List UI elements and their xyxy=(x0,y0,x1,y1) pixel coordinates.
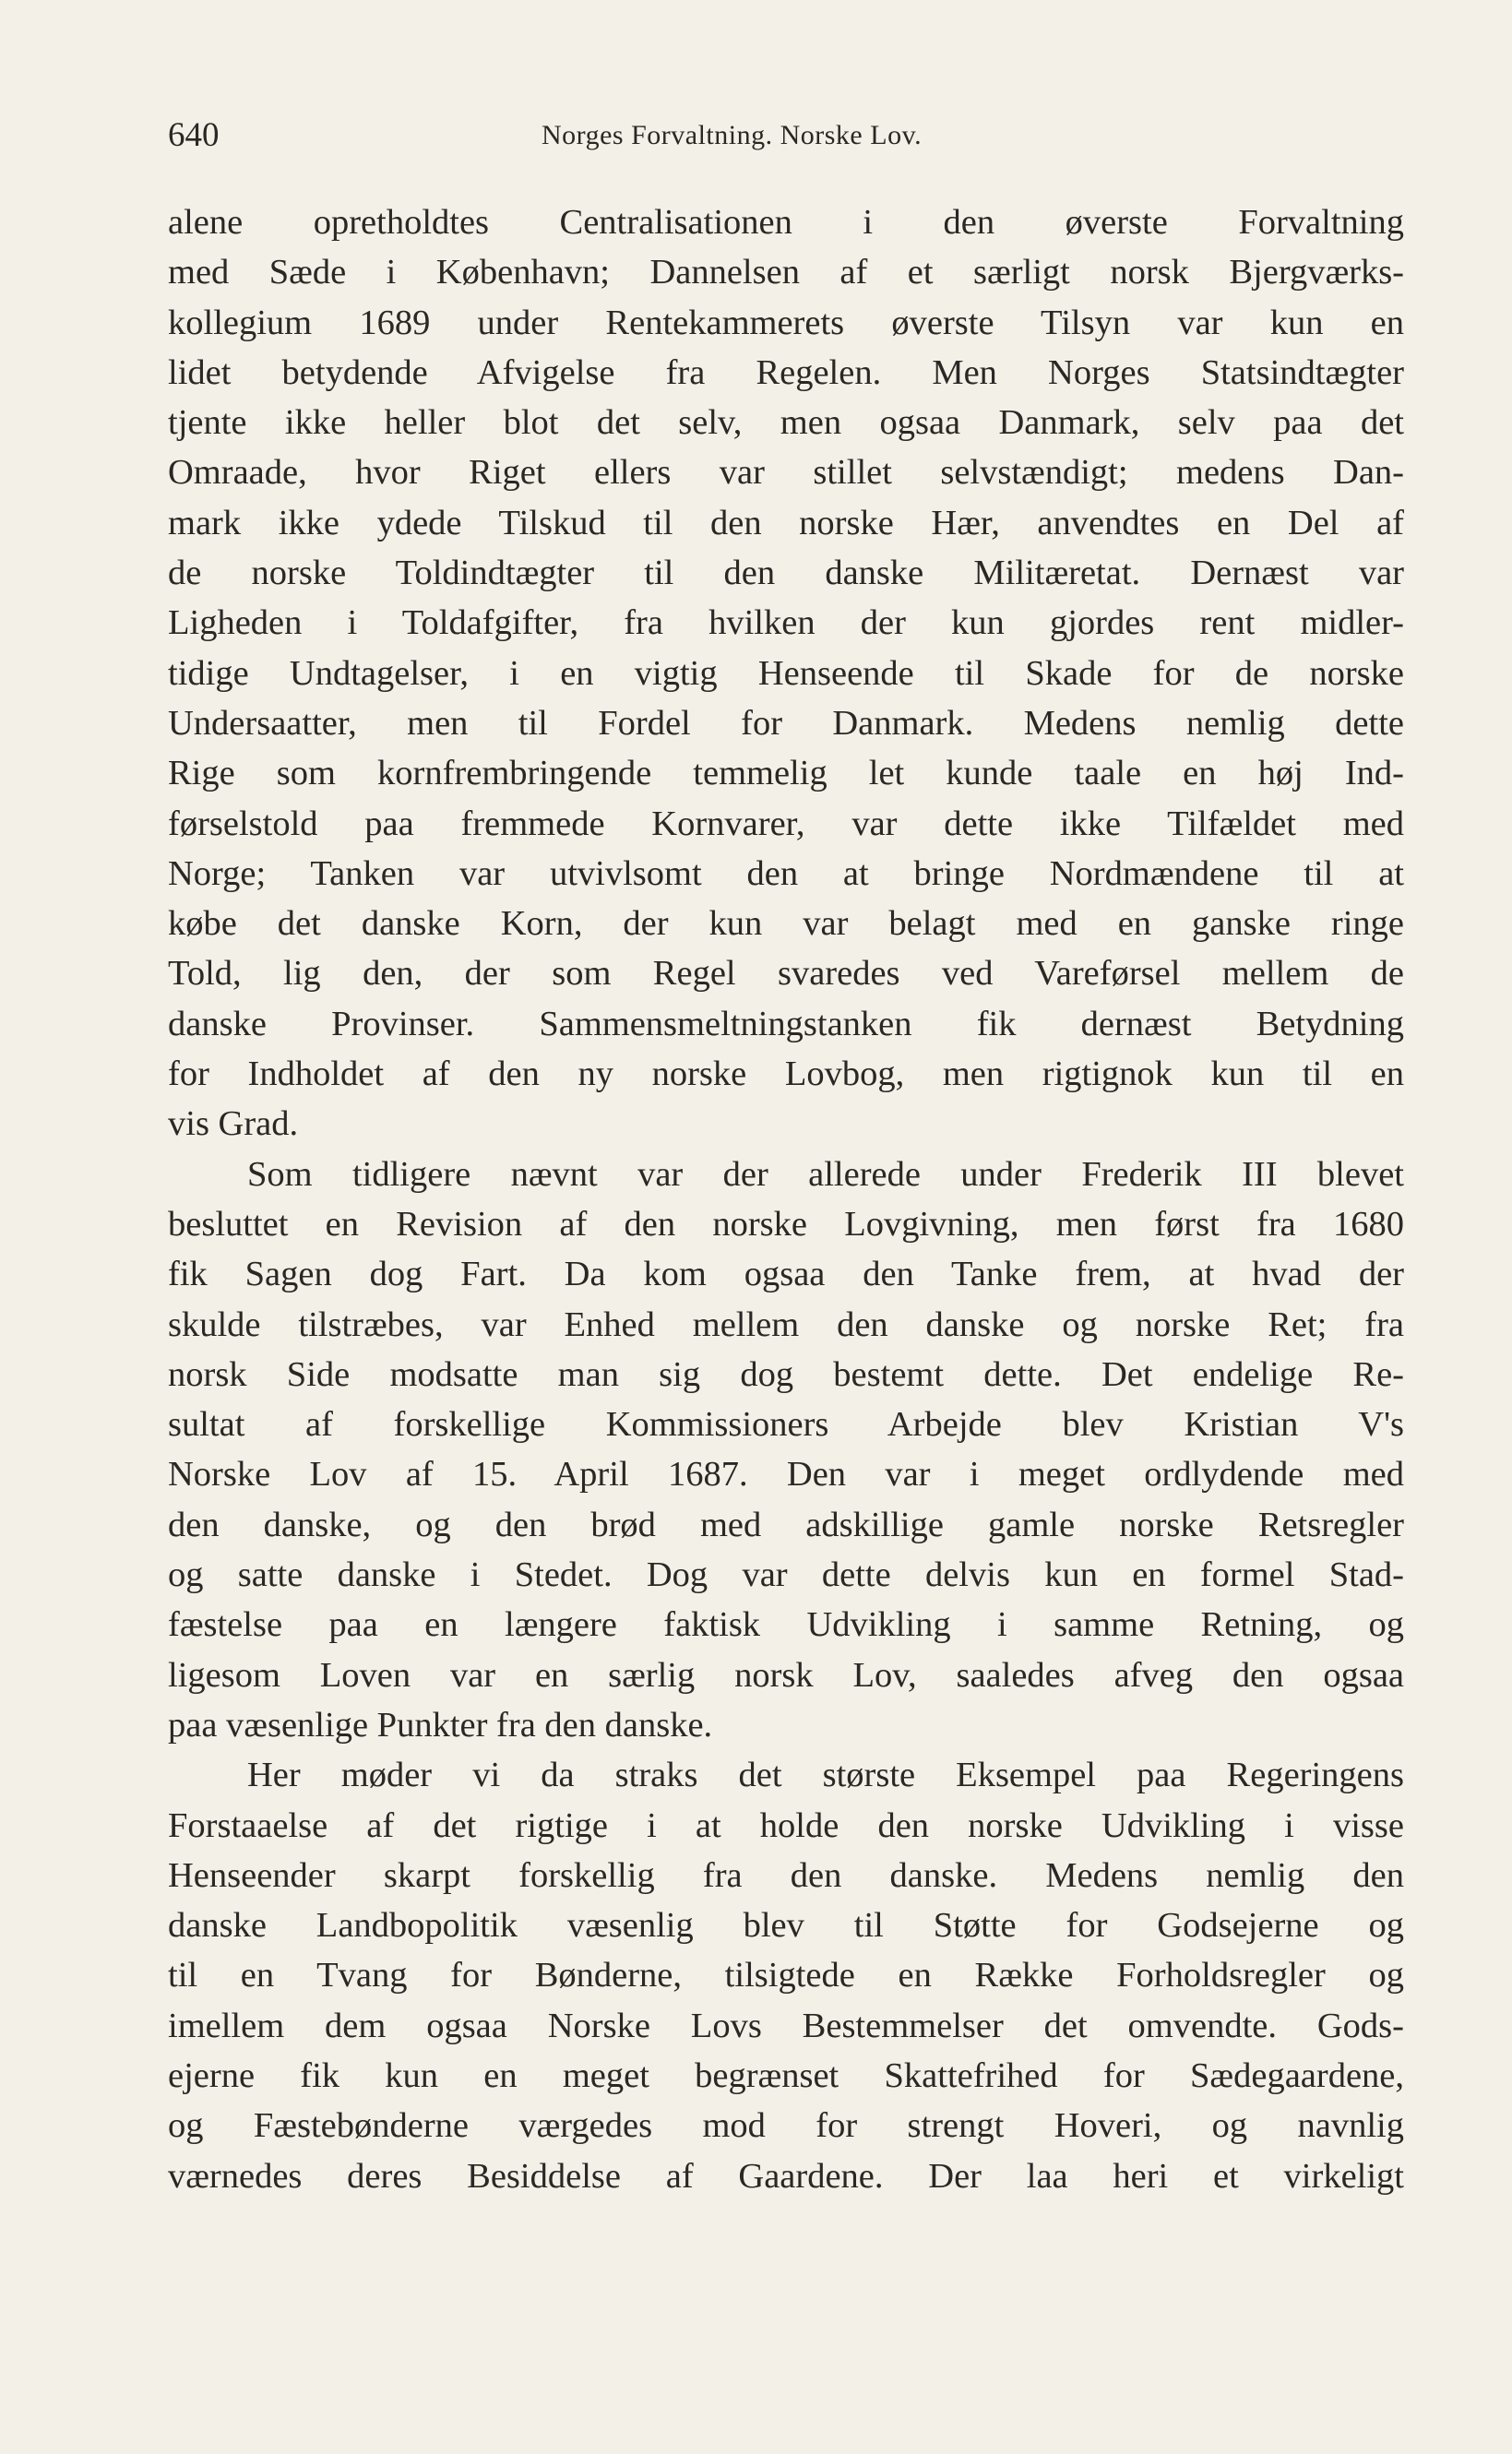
text-line: Omraade, hvor Riget ellers var stillet selvstændigt; medens Dan- xyxy=(168,453,1404,493)
paragraph-2 xyxy=(168,1150,1404,1751)
text-line: købe det danske Korn, der kun var belagt med en ganske ringe xyxy=(168,904,1404,944)
body-text xyxy=(168,197,1404,2201)
text-line: Her møder vi da straks det største Eksempel paa Regeringens xyxy=(247,1756,1404,1795)
text-line: førselstold paa fremmede Kornvarer, var dette ikke Tilfældet med xyxy=(168,804,1404,843)
text-line: Undersaatter, men til Fordel for Danmark. Medens nemlig dette xyxy=(168,703,1404,743)
text-line: skulde tilstræbes, var Enhed mellem den danske og norske Ret; fra xyxy=(168,1304,1404,1344)
text-line: alene opretholdtes Centralisationen i den øverste Forvaltning xyxy=(168,203,1404,242)
text-line: tidige Undtagelser, i en vigtig Henseende til Skade for de norske xyxy=(168,653,1404,693)
page-number: 640 xyxy=(168,116,220,154)
text-line: Norge; Tanken var utvivlsomt den at bringe Nordmændene til at xyxy=(168,853,1404,893)
running-head: Norges Forvaltning. Norske Lov. xyxy=(542,120,923,150)
text-line: og Fæstebønderne værgedes mod for strengt Hoveri, og navnlig xyxy=(168,2106,1404,2146)
text-line: norsk Side modsatte man sig dog bestemt dette. Det endelige Re- xyxy=(168,1354,1404,1394)
paragraph-3 xyxy=(168,1750,1404,2201)
text-line: kollegium 1689 under Rentekammerets øverste Tilsyn var kun en xyxy=(168,303,1404,342)
text-line: Norske Lov af 15. April 1687. Den var i meget ordlydende med xyxy=(168,1455,1404,1495)
text-line: ligesom Loven var en særlig norsk Lov, saaledes afveg den ogsaa xyxy=(168,1655,1404,1695)
text-line: danske Provinser. Sammensmeltningstanken fik dernæst Betydning xyxy=(168,1004,1404,1043)
text-line: med Sæde i København; Dannelsen af et særligt norsk Bjergværks- xyxy=(168,253,1404,292)
text-line: ejerne fik kun en meget begrænset Skattefrihed for Sædegaardene, xyxy=(168,2055,1404,2095)
text-line: paa væsenlige Punkter fra den danske. xyxy=(168,1705,713,1745)
paragraph-1 xyxy=(168,197,1404,1150)
text-line: besluttet en Revision af den norske Lovgivning, men først fra 1680 xyxy=(168,1204,1404,1244)
text-line: lidet betydende Afvigelse fra Regelen. Men Norges Statsindtægter xyxy=(168,352,1404,392)
page-header xyxy=(168,113,1404,159)
text-line: den danske, og den brød med adskillige gamle norske Retsregler xyxy=(168,1505,1404,1544)
text-line: vis Grad. xyxy=(168,1104,299,1144)
text-line: Forstaaelse af det rigtige i at holde den norske Udvikling i visse xyxy=(168,1805,1404,1845)
text-line: mark ikke ydede Tilskud til den norske Hær, anvendtes en Del af xyxy=(168,503,1404,542)
text-line: Som tidligere nævnt var der allerede under Frederik III blevet xyxy=(247,1154,1404,1194)
text-line: til en Tvang for Bønderne, tilsigtede en Række Forholdsregler og xyxy=(168,1956,1404,1995)
text-line: og satte danske i Stedet. Dog var dette delvis kun en formel Stad- xyxy=(168,1555,1404,1595)
text-line: fik Sagen dog Fart. Da kom ogsaa den Tanke frem, at hvad der xyxy=(168,1255,1404,1294)
text-line: sultat af forskellige Kommissioners Arbejde blev Kristian V's xyxy=(168,1405,1404,1445)
text-line: værnedes deres Besiddelse af Gaardene. Der laa heri et virkeligt xyxy=(168,2156,1404,2196)
text-line: danske Landbopolitik væsenlig blev til Støtte for Godsejerne og xyxy=(168,1906,1404,1946)
text-line: Henseender skarpt forskellig fra den danske. Medens nemlig den xyxy=(168,1855,1404,1895)
text-line: fæstelse paa en længere faktisk Udvikling i samme Retning, og xyxy=(168,1605,1404,1645)
text-line: Rige som kornfrembringende temmelig let kunde taale en høj Ind- xyxy=(168,754,1404,793)
text-line: Ligheden i Toldafgifter, fra hvilken der kun gjordes rent midler- xyxy=(168,603,1404,643)
text-line: for Indholdet af den ny norske Lovbog, men rigtignok kun til en xyxy=(168,1054,1404,1094)
text-line: imellem dem ogsaa Norske Lovs Bestemmelser det omvendte. Gods- xyxy=(168,2006,1404,2045)
text-line: de norske Toldindtægter til den danske Militæretat. Dernæst var xyxy=(168,554,1404,593)
text-line: tjente ikke heller blot det selv, men ogsaa Danmark, selv paa det xyxy=(168,403,1404,443)
text-line: Told, lig den, der som Regel svaredes ved Vareførsel mellem de xyxy=(168,954,1404,994)
